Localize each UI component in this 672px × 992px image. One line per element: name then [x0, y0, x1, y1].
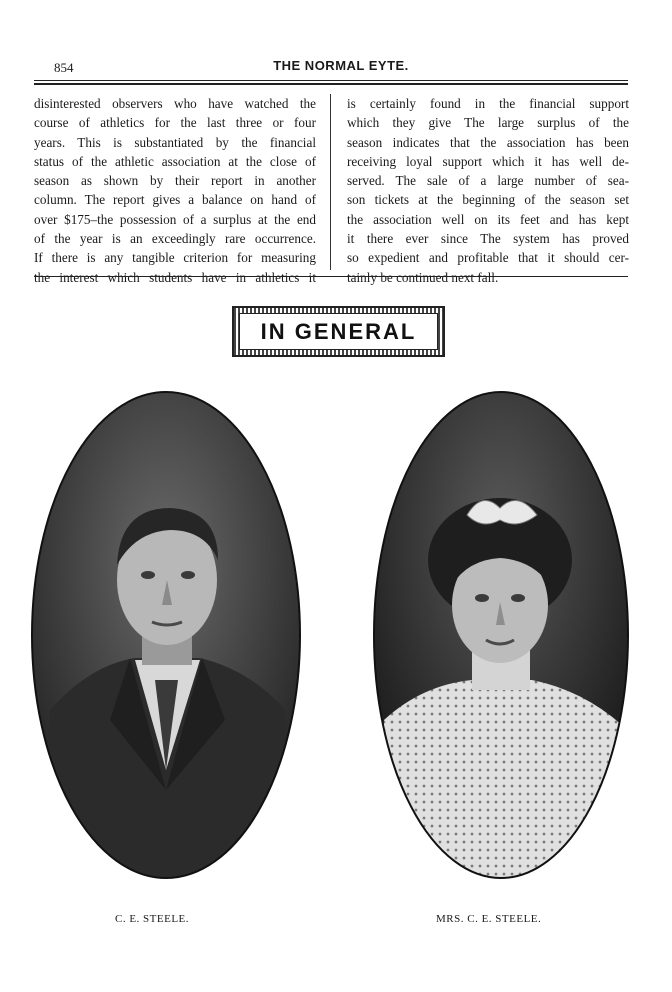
- portrait-woman: [372, 390, 630, 880]
- running-title: THE NORMAL EYTE.: [273, 58, 409, 73]
- text-line: so expedient and profitable that it should cer-: [347, 250, 629, 266]
- text-line: course of athletics for the last three or four: [34, 115, 316, 131]
- portrait-man: [30, 390, 302, 880]
- text-line: receiving loyal support which it has well de-: [347, 153, 629, 169]
- text-line: the interest which students have in athletics it: [34, 269, 316, 285]
- text-line: season as shown by their report in another: [34, 173, 316, 189]
- text-line: of the year is an exceedingly rare occurrence.: [34, 231, 316, 247]
- text-line: over $175–the possession of a surplus at the end: [34, 211, 316, 227]
- text-line: season indicates that the association has been: [347, 134, 629, 150]
- text-line: is certainly found in the financial support: [347, 96, 629, 111]
- page-number: 854: [54, 60, 74, 75]
- portrait-woman-image: [372, 390, 630, 880]
- column-divider: [330, 94, 331, 270]
- banner-title: IN GENERAL: [260, 318, 417, 344]
- section-rule: [34, 276, 628, 277]
- caption-right: MRS. C. E. STEELE.: [436, 913, 542, 925]
- header-rule-thick: [34, 83, 628, 85]
- text-line: served. The sale of a large number of sea-: [347, 173, 629, 189]
- text-line: years. This is substantiated by the financial: [34, 134, 316, 150]
- left-column: [34, 94, 316, 287]
- right-column: [347, 94, 629, 287]
- portrait-man-image: [30, 390, 302, 880]
- text-line: tainly be continued next fall.: [347, 269, 499, 285]
- section-banner: [232, 306, 445, 357]
- caption-left: C. E. STEELE.: [115, 913, 190, 925]
- text-line: son tickets at the beginning of the season set: [347, 192, 629, 208]
- text-line: which they give The large surplus of the: [347, 115, 629, 131]
- text-line: disinterested observers who have watched the: [34, 96, 316, 111]
- text-line: status of the athletic association at the close of: [34, 153, 316, 169]
- text-line: it there ever since The system has proved: [347, 231, 629, 247]
- text-line: column. The report gives a balance on hand of: [34, 192, 316, 208]
- page-header: [54, 58, 628, 80]
- text-line: the association well on its feet and has kept: [347, 211, 629, 227]
- header-rule: [34, 80, 628, 81]
- banner-inner: [239, 313, 438, 350]
- text-line: If there is any tangible criterion for measuring: [34, 250, 316, 266]
